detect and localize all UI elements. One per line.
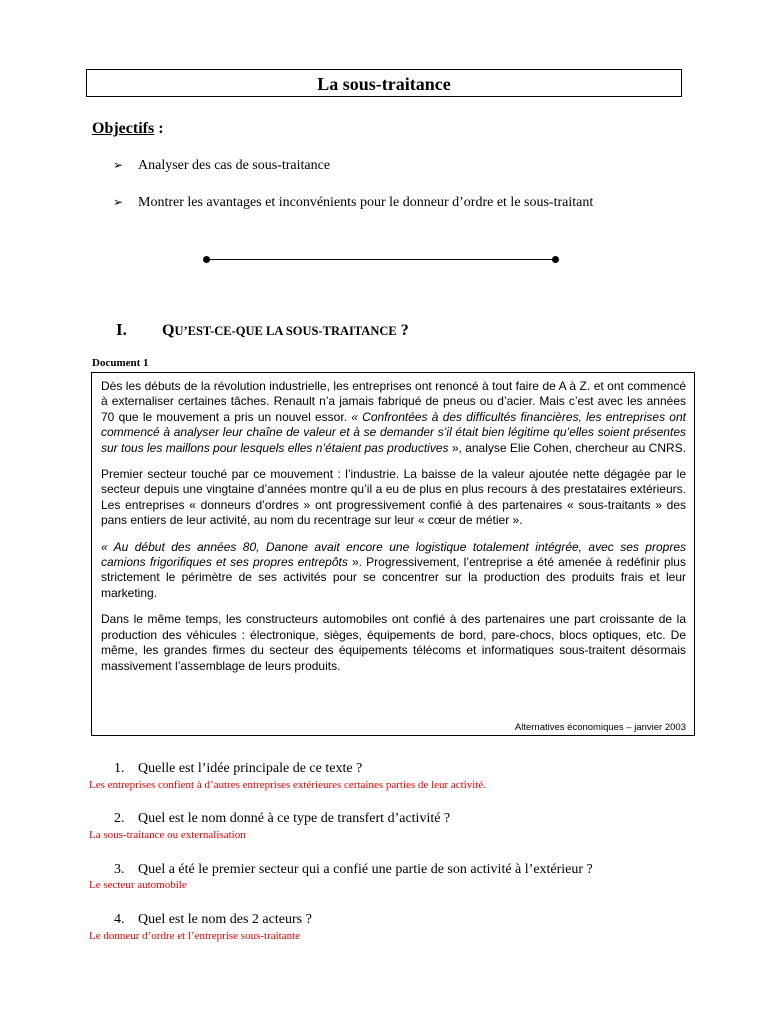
document-box (91, 372, 695, 736)
document-label: Document 1 (92, 357, 149, 369)
page-title: La sous-traitance (86, 69, 682, 97)
document-paragraph (101, 379, 686, 456)
question-text: Quel est le nom donné à ce type de transfert d’activité ? (138, 811, 451, 826)
question-text: Quel est le nom des 2 acteurs ? (138, 912, 312, 927)
question-number: 1. (114, 761, 125, 776)
divider-line (206, 259, 556, 260)
section-heading-rest: U’EST-CE-QUE LA SOUS-TRAITANCE (174, 324, 397, 338)
question-number: 4. (114, 912, 125, 927)
doc-text: ». Progressivement, l’entreprise a été amenée à redéfinir plus strictement le périmètre de ses activités pour se concentrer sur la production des produits frais et leur marketing. (101, 555, 686, 600)
doc-quote: « Au début des années 80, Danone avait encore une logistique totalement intégrée, avec ses propres camions frigorifiques et ses propres entrepôts (101, 539, 686, 570)
section-heading-initial: Q (162, 322, 175, 339)
answer: Le donneur d’ordre et l’entreprise sous-traitante (89, 930, 301, 942)
objectifs-label: Objectifs (92, 120, 155, 137)
document-source: Alternatives économiques – janvier 2003 (514, 721, 686, 733)
question-number: 2. (114, 811, 125, 826)
objectifs-suffix: : (154, 120, 164, 137)
question (114, 761, 362, 777)
objective-text: Montrer les avantages et inconvénients pour le donneur d’ordre et le sous-traitant (138, 195, 594, 210)
question (114, 862, 593, 878)
objective-item (113, 195, 593, 211)
doc-text: Dès les débuts de la révolution industrielle, les entreprises ont renoncé à tout faire de A à Z. et ont commencé à externaliser certaines tâches. Renault n’a jamais fabriqué de pneus ou d’acier. Mais c’est avec les années 70 que le mouvement a pris un nouvel essor. (101, 379, 686, 424)
objective-text: Analyser des cas de sous-traitance (138, 158, 331, 173)
doc-quote: « Confrontées à des difficultés financières, les entreprises ont commencé à analyser leur chaîne de valeur et à se demander s’il était bien légitime qu’elles soient présentes sur tous les maillons pour lesquels elles n’étaient pas productives (101, 409, 686, 455)
section-heading-mark: ? (396, 322, 409, 339)
question (114, 811, 450, 827)
question (114, 912, 312, 928)
objective-item (113, 158, 330, 174)
document-paragraph (101, 540, 686, 602)
document-paragraph: Dans le même temps, les constructeurs automobiles ont confié à des partenaires une part croissante de la production des véhicules : électronique, sièges, équipements de bord, pare-chocs, blocs optiques, etc. De même, les grandes firmes du secteur des équipements télécoms et informatiques sous-traitent désormais massivement l’assemblage de leurs produits. (101, 612, 686, 673)
question-text: Quel a été le premier secteur qui a confié une partie de son activité à l’extérieur ? (138, 862, 593, 877)
objectifs-heading (92, 120, 164, 138)
question-number: 3. (114, 862, 125, 877)
answer: Le secteur automobile (89, 879, 187, 891)
arrow-bullet-icon: ➢ (113, 195, 124, 209)
arrow-bullet-icon: ➢ (113, 158, 124, 172)
section-heading (116, 320, 409, 340)
answer: La sous-traitance ou externalisation (89, 829, 246, 841)
question-text: Quelle est l’idée principale de ce texte ? (138, 761, 363, 776)
document-paragraph: Premier secteur touché par ce mouvement : l’industrie. La baisse de la valeur ajoutée nette dégagée par le secteur depuis une vingtaine d’années montre qu’il a eu de plus en plus recours à des prestataires extérieurs. Les entreprises « donneurs d’ordres » ont progressivement confié à des partenaires « sous-traitants » des pans entiers de leur activité, au nom du recentrage sur leur « cœur de métier ». (101, 467, 686, 528)
answer: Les entreprises confient à d’autres entreprises extérieures certaines parties de leur activité. (89, 779, 487, 791)
doc-text: », analyse Elie Cohen, chercheur au CNRS. (448, 440, 686, 455)
divider-dot-right (552, 256, 559, 263)
section-number: I. (116, 320, 127, 339)
